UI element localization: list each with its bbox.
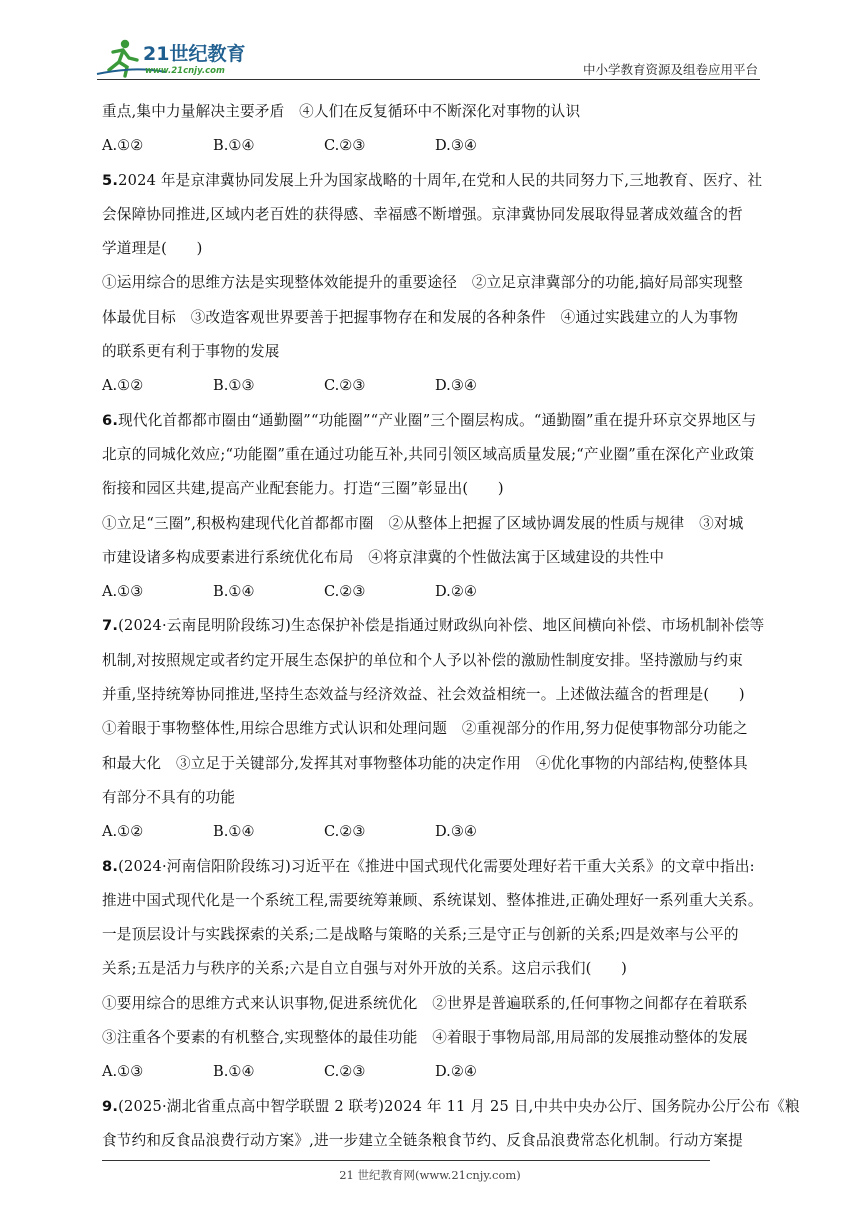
option-b: B.①④ [213, 1063, 255, 1081]
question-text-line: 并重,坚持统筹协同推进,坚持生态效益与经济效益、社会效益相统一。上述做法蕴含的哲理是( ) [102, 686, 745, 704]
question-text-line: 重点,集中力量解决主要矛盾 ④人们在反复循环中不断深化对事物的认识 [102, 103, 581, 120]
question-number: 6. [102, 411, 119, 429]
question-number: 5. [102, 171, 119, 189]
option-a: A.①② [102, 137, 144, 155]
option-d: D.③④ [435, 377, 477, 395]
question-text-line: ①运用综合的思维方法是实现整体效能提升的重要途径 ②立足京津冀部分的功能,搞好局部实现整 [102, 274, 743, 292]
answer-options [102, 575, 768, 609]
question-text-line: ①着眼于事物整体性,用综合思维方式认识和处理问题 ②重视部分的作用,努力促使事物部分功能之 [102, 720, 748, 738]
question-6 [102, 404, 768, 610]
question-content [102, 95, 800, 1158]
question-text-line: ③注重各个要素的有机整合,实现整体的最佳功能 ④着眼于事物局部,用局部的发展推动整体的发展 [102, 1029, 748, 1047]
question-text-line: 一是顶层设计与实践探索的关系;二是战略与策略的关系;三是守正与创新的关系;四是效率与公平的 [102, 926, 739, 944]
option-c: C.②③ [324, 583, 366, 601]
question-4-continuation [102, 95, 768, 164]
question-text-line: 推进中国式现代化是一个系统工程,需要统筹兼顾、系统谋划、整体推进,正确处理好一系列重大关系。 [102, 891, 763, 909]
option-c: C.②③ [324, 377, 366, 395]
question-text-line: 机制,对按照规定或者约定开展生态保护的单位和个人予以补偿的激励性制度安排。坚持激励与约束 [102, 651, 743, 669]
option-b: B.①④ [213, 137, 255, 155]
option-c: C.②③ [324, 1063, 366, 1081]
question-text-line: ①要用综合的思维方式来认识事物,促进系统优化 ②世界是普遍联系的,任何事物之间都存在着联系 [102, 994, 748, 1012]
question-text-line: 9.(2025·湖北省重点高中智学联盟 2 联考)2024 年 11 月 25 日,中共中央办公厅、国务院办公厅公布《粮 [102, 1097, 800, 1115]
option-d: D.③④ [435, 823, 477, 841]
question-text-line: 5.2024 年是京津冀协同发展上升为国家战略的十周年,在党和人民的共同努力下,三地教育、医疗、社 [102, 171, 763, 189]
question-text-line: 会保障协同推进,区域内老百姓的获得感、幸福感不断增强。京津冀协同发展取得显著成效蕴含的哲 [102, 205, 743, 223]
question-text-line: 有部分不具有的功能 [102, 788, 236, 806]
answer-options [102, 815, 768, 849]
question-text-line: 体最优目标 ③改造客观世界要善于把握事物存在和发展的各种条件 ④通过实践建立的人为事物 [102, 308, 739, 326]
option-a: A.①③ [102, 583, 144, 601]
question-text-line: 北京的同城化效应;“功能圈”重在通过功能互补,共同引领区域高质量发展;“产业圈”重在深化产业政策 [102, 445, 755, 463]
option-b: B.①③ [213, 377, 255, 395]
footer-divider [102, 1160, 710, 1161]
question-number: 7. [102, 617, 119, 635]
option-d: D.②④ [435, 1063, 477, 1081]
answer-options [102, 369, 768, 403]
question-text-line: 市建设诸多构成要素进行系统优化布局 ④将京津冀的个性做法寓于区域建设的共性中 [102, 548, 665, 566]
page-header [0, 0, 860, 80]
header-divider [97, 79, 760, 80]
question-text-line: 衔接和园区共建,提高产业配套能力。打造“三圈”彰显出( ) [102, 480, 504, 498]
page-footer: 21 世纪教育网(www.21cnjy.com) [339, 1168, 521, 1182]
option-d: D.③④ [435, 137, 477, 155]
answer-options [102, 129, 768, 163]
question-text-line: ①立足“三圈”,积极构建现代化首都都市圈 ②从整体上把握了区域协调发展的性质与规律 ③对城 [102, 514, 744, 532]
option-d: D.②④ [435, 583, 477, 601]
option-b: B.①④ [213, 583, 255, 601]
question-text-line: 的联系更有利于事物的发展 [102, 343, 280, 361]
question-8 [102, 850, 768, 1090]
question-9 [102, 1090, 800, 1159]
logo-title: 21世纪教育 [143, 43, 246, 65]
platform-name: 中小学教育资源及组卷应用平台 [582, 62, 758, 77]
question-number: 8. [102, 857, 119, 875]
question-text-line: 和最大化 ③立足于关键部分,发挥其对事物整体功能的决定作用 ④优化事物的内部结构,使整体具 [102, 754, 748, 772]
question-number: 9. [102, 1097, 119, 1115]
question-text-line: 8.(2024·河南信阳阶段练习)习近平在《推进中国式现代化需要处理好若干重大关系》的文章中指出: [102, 857, 755, 875]
question-7 [102, 609, 768, 849]
question-text-line: 6.现代化首都都市圈由“通勤圈”“功能圈”“产业圈”三个圈层构成。“通勤圈”重在提升环京交界地区与 [102, 411, 757, 429]
option-a: A.①② [102, 823, 144, 841]
question-text-line: 学道理是( ) [102, 240, 203, 258]
logo-url: www.21cnjy.com [145, 66, 225, 76]
option-a: A.①③ [102, 1063, 144, 1081]
question-5 [102, 164, 768, 404]
option-c: C.②③ [324, 823, 366, 841]
answer-options [102, 1055, 768, 1089]
option-c: C.②③ [324, 137, 366, 155]
option-b: B.①④ [213, 823, 255, 841]
question-text-line: 食节约和反食品浪费行动方案》,进一步建立全链条粮食节约、反食品浪费常态化机制。行动方案提 [102, 1131, 743, 1149]
site-logo [95, 36, 265, 78]
option-a: A.①② [102, 377, 144, 395]
question-text-line: 关系;五是活力与秩序的关系;六是自立自强与对外开放的关系。这启示我们( ) [102, 960, 628, 978]
question-text-line: 7.(2024·云南昆明阶段练习)生态保护补偿是指通过财政纵向补偿、地区间横向补偿、市场机制补偿等 [102, 617, 765, 635]
